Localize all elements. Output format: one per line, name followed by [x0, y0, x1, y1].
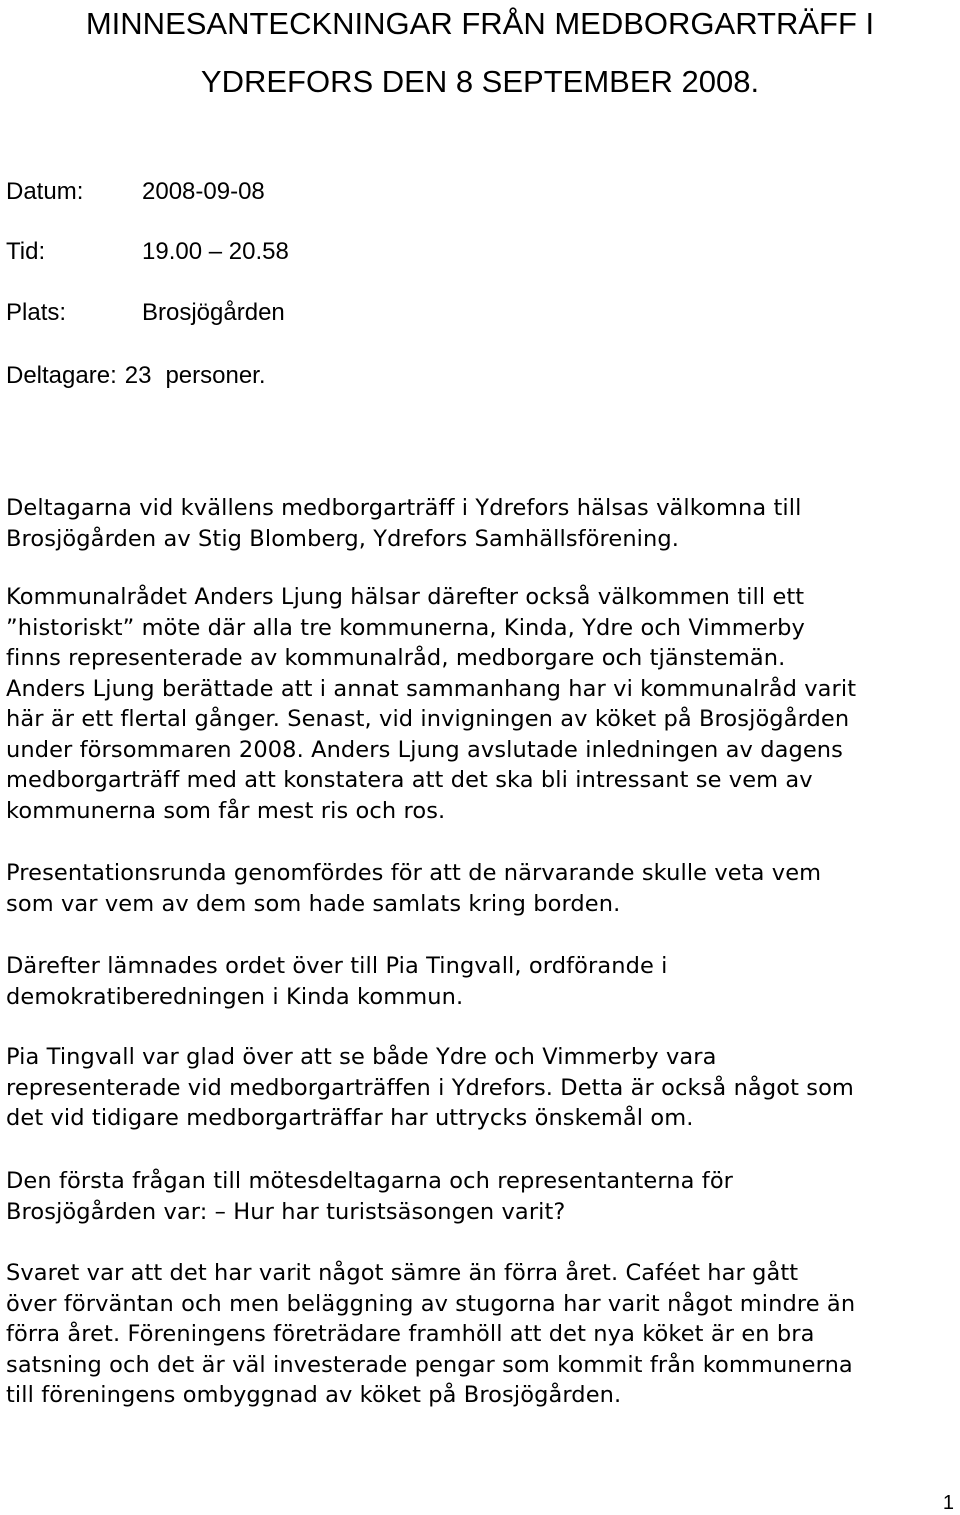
text-line: här är ett flertal gånger. Senast, vid invigningen av köket på Brosjögården	[6, 706, 850, 732]
text-line: finns representerade av kommunalråd, medborgare och tjänstemän.	[6, 645, 786, 671]
paragraph-first-question	[6, 1166, 960, 1227]
text-line: Anders Ljung berättade att i annat sammanhang har vi kommunalråd varit	[6, 675, 857, 702]
text-line: Den första frågan till mötesdeltagarna och representanterna för	[6, 1168, 734, 1194]
text-line: som var vem av dem som hade samlats kring borden.	[6, 890, 621, 917]
meta-date-label: Datum:	[6, 178, 84, 205]
text-line: till föreningens ombyggnad av köket på Brosjögården.	[6, 1382, 622, 1408]
text-line: Deltagarna vid kvällens medborgarträff i Ydrefors hälsas välkomna till	[6, 495, 802, 521]
paragraph-presentation	[6, 858, 960, 919]
paragraph-kommunalradet	[6, 582, 960, 826]
text-line: satsning och det är väl investerade pengar som kommit från kommunerna	[6, 1351, 853, 1378]
text-line: representerade vid medborgarträffen i Ydrefors. Detta är också något som	[6, 1074, 854, 1101]
meta-date-row	[6, 178, 265, 206]
meta-time-value: 19.00 – 20.58	[142, 238, 289, 265]
text-line: kommunerna som får mest ris och ros.	[6, 797, 446, 824]
text-line: Därefter lämnades ordet över till Pia Tingvall, ordförande i	[6, 953, 668, 979]
meta-time-label: Tid:	[6, 238, 46, 265]
text-line: Brosjögården var: – Hur har turistsäsongen varit?	[6, 1198, 566, 1225]
meta-place-value: Brosjögården	[142, 299, 285, 326]
text-line: det vid tidigare medborgarträffar har uttrycks önskemål om.	[6, 1105, 694, 1131]
meta-place-row	[6, 299, 285, 327]
paragraph-welcome	[6, 493, 960, 554]
text-line: Kommunalrådet Anders Ljung hälsar därefter också välkommen till ett	[6, 584, 805, 610]
text-line: Pia Tingvall var glad över att se både Ydre och Vimmerby vara	[6, 1044, 717, 1070]
text-line: medborgarträff med att konstatera att det ska bli intressant se vem av	[6, 767, 813, 793]
meta-participants-count: 23	[124, 362, 152, 389]
meta-date-value: 2008-09-08	[142, 178, 265, 205]
text-line: Brosjögården av Stig Blomberg, Ydrefors Samhällsförening.	[6, 525, 680, 552]
document-title-line-2: YDREFORS DEN 8 SEPTEMBER 2008.	[200, 64, 760, 99]
meta-participants-label: Deltagare:	[6, 362, 117, 389]
meta-place-label: Plats:	[6, 299, 67, 326]
text-line: förra året. Föreningens företrädare framhöll att det nya köket är en bra	[6, 1321, 815, 1347]
text-line: demokratiberedningen i Kinda kommun.	[6, 983, 464, 1010]
meta-time-row	[6, 238, 289, 266]
page-number: 1	[942, 1492, 954, 1514]
paragraph-answer	[6, 1258, 960, 1411]
document-title-line-1: MINNESANTECKNINGAR FRÅN MEDBORGARTRÄFF I	[85, 6, 875, 41]
text-line: ”historiskt” möte där alla tre kommunerna, Kinda, Ydre och Vimmerby	[6, 614, 805, 641]
paragraph-pia-tingvall-glad	[6, 1042, 960, 1134]
paragraph-pia-tingvall-intro	[6, 951, 960, 1012]
text-line: Svaret var att det har varit något sämre än förra året. Caféet har gått	[6, 1260, 799, 1286]
text-line: Presentationsrunda genomfördes för att de närvarande skulle veta vem	[6, 860, 822, 886]
meta-participants-unit: personer.	[165, 362, 266, 389]
text-line: under försommaren 2008. Anders Ljung avslutade inledningen av dagens	[6, 736, 843, 763]
meta-participants-row	[6, 362, 266, 390]
text-line: över förväntan och men beläggning av stugorna har varit något mindre än	[6, 1290, 856, 1317]
